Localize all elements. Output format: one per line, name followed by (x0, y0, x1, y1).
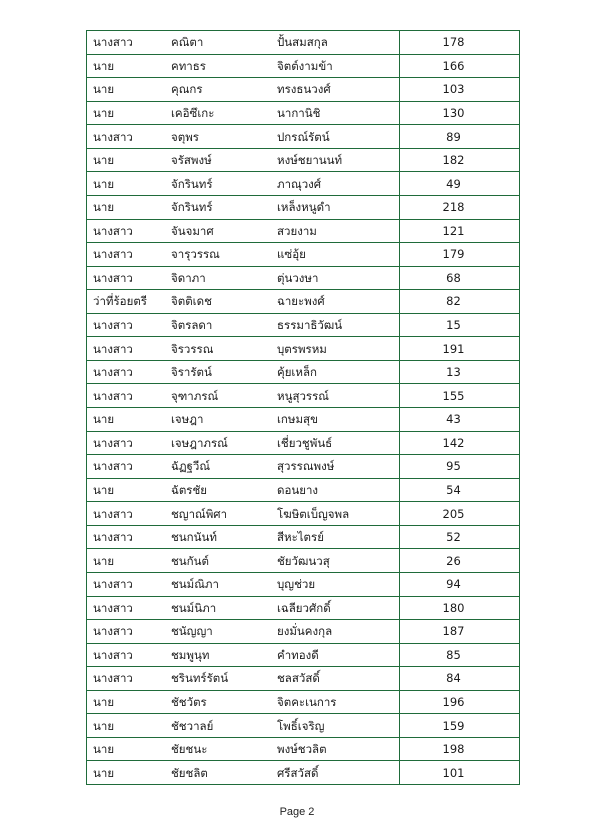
prefix-cell: นางสาว (87, 125, 164, 149)
table-row (87, 690, 520, 714)
last-name-cell: คำทองดี (269, 643, 400, 667)
table-row (87, 78, 520, 102)
number-cell: 82 (400, 290, 520, 314)
first-name-cell: จักรินทร์ (171, 200, 213, 215)
last-name-cell: นากานิชิ (269, 101, 400, 125)
first-name-cell: จิตรลดา (171, 318, 213, 333)
first-name-cell: ชนัญญา (171, 624, 213, 639)
first-name-cell: จุฑาภรณ์ (171, 388, 219, 403)
last-name-cell: โฆษิตเบ็ญจพล (269, 502, 400, 526)
number-cell: 52 (400, 525, 520, 549)
first-name-cell: คทาธร (171, 58, 206, 73)
last-name-cell: ศรีสวัสดิ์ (269, 761, 400, 785)
prefix-cell: นางสาว (87, 431, 164, 455)
table-row (87, 596, 520, 620)
last-name-cell: ปั้นสมสกุล (269, 31, 400, 55)
last-name-cell: เหล็งหนูดำ (269, 195, 400, 219)
table-row (87, 408, 520, 432)
first-name-cell: จิดาภา (171, 270, 206, 285)
number-cell: 198 (400, 737, 520, 761)
table-row (87, 431, 520, 455)
first-name-cell: คุณกร (171, 82, 203, 97)
number-cell: 43 (400, 408, 520, 432)
first-name-cell: จรัสพงษ์ (171, 153, 212, 168)
prefix-cell: นางสาว (87, 337, 164, 361)
number-cell: 26 (400, 549, 520, 573)
last-name-cell: ภาณุวงศ์ (269, 172, 400, 196)
last-name-cell: ยงมั่นคงกุล (269, 620, 400, 644)
last-name-cell: ทรงธนวงศ์ (269, 78, 400, 102)
prefix-cell: นางสาว (87, 243, 164, 267)
prefix-cell: นาย (87, 714, 164, 738)
table-row (87, 737, 520, 761)
prefix-cell: นางสาว (87, 360, 164, 384)
prefix-cell: นางสาว (87, 384, 164, 408)
first-name-cell: จักรินทร์ (171, 176, 213, 191)
first-name-cell: จตุพร (171, 129, 199, 144)
table-row (87, 101, 520, 125)
prefix-cell: ว่าที่ร้อยตรี (87, 290, 164, 314)
first-name-cell: ฉัตรชัย (171, 482, 208, 497)
last-name-cell: ชัยวัฒนวสุ (269, 549, 400, 573)
first-name-cell: จารุวรรณ (171, 247, 220, 262)
last-name-cell: พงษ์ชวลิต (269, 737, 400, 761)
first-name-cell: เจษฎา (171, 412, 204, 427)
table-row (87, 148, 520, 172)
last-name-cell: สวยงาม (269, 219, 400, 243)
prefix-cell: นางสาว (87, 219, 164, 243)
first-name-cell: ชญาณ์พิศา (171, 506, 228, 521)
last-name-cell: เฉลียวศักดิ์ (269, 596, 400, 620)
name-list-table (86, 30, 520, 785)
first-name-cell: จิรวรรณ (171, 341, 214, 356)
number-cell: 49 (400, 172, 520, 196)
first-name-cell: ชนกนันท์ (171, 530, 217, 545)
number-cell: 179 (400, 243, 520, 267)
table-row (87, 243, 520, 267)
first-name-cell: ชรินทร์รัตน์ (171, 671, 229, 686)
table-row (87, 455, 520, 479)
last-name-cell: เกษมสุข (269, 408, 400, 432)
last-name-cell: ดอนยาง (269, 478, 400, 502)
prefix-cell: นาย (87, 101, 164, 125)
first-name-cell: ชนม์ณิภา (171, 577, 219, 592)
table-row (87, 219, 520, 243)
table-row (87, 761, 520, 785)
prefix-cell: นาย (87, 761, 164, 785)
first-name-cell: คณิตา (171, 35, 204, 50)
last-name-cell: ชลสวัสดิ์ (269, 667, 400, 691)
first-name-cell: จิรารัตน์ (171, 365, 212, 380)
prefix-cell: นาย (87, 172, 164, 196)
last-name-cell: จิตต์งามข้า (269, 54, 400, 78)
first-name-cell: ชัยชลิต (171, 765, 208, 780)
prefix-cell: นางสาว (87, 667, 164, 691)
first-name-cell: ชัชวาลย์ (171, 718, 214, 733)
table-row (87, 549, 520, 573)
prefix-cell: นางสาว (87, 502, 164, 526)
last-name-cell: บุตรพรหม (269, 337, 400, 361)
number-cell: 54 (400, 478, 520, 502)
prefix-cell: นางสาว (87, 266, 164, 290)
prefix-cell: นางสาว (87, 31, 164, 55)
last-name-cell: เชี่ยวชูพันธ์ (269, 431, 400, 455)
prefix-cell: นางสาว (87, 525, 164, 549)
table-row (87, 714, 520, 738)
number-cell: 68 (400, 266, 520, 290)
table-row (87, 572, 520, 596)
number-cell: 218 (400, 195, 520, 219)
table-row (87, 360, 520, 384)
table-row (87, 125, 520, 149)
number-cell: 205 (400, 502, 520, 526)
number-cell: 95 (400, 455, 520, 479)
last-name-cell: บุญช่วย (269, 572, 400, 596)
page-number: Page 2 (279, 806, 315, 818)
first-name-cell: จันจมาศ (171, 223, 214, 238)
first-name-cell: จิตติเดช (171, 294, 212, 309)
first-name-cell: ฉัฏฐวีณ์ (171, 459, 211, 474)
prefix-cell: นางสาว (87, 596, 164, 620)
prefix-cell: นาย (87, 737, 164, 761)
number-cell: 94 (400, 572, 520, 596)
table-row (87, 502, 520, 526)
last-name-cell: แซ่อุ้ย (269, 243, 400, 267)
number-cell: 178 (400, 31, 520, 55)
prefix-cell: นางสาว (87, 313, 164, 337)
table-row (87, 172, 520, 196)
number-cell: 130 (400, 101, 520, 125)
first-name-cell: ชัยชนะ (171, 742, 208, 757)
table-row (87, 337, 520, 361)
table-row (87, 643, 520, 667)
number-cell: 196 (400, 690, 520, 714)
last-name-cell: หนูสุวรรณ์ (269, 384, 400, 408)
table-row (87, 195, 520, 219)
number-cell: 155 (400, 384, 520, 408)
number-cell: 187 (400, 620, 520, 644)
first-name-cell: เคอิซึเกะ (171, 105, 215, 120)
number-cell: 84 (400, 667, 520, 691)
prefix-cell: นาย (87, 195, 164, 219)
last-name-cell: คุ้ยเหล็ก (269, 360, 400, 384)
table-row (87, 525, 520, 549)
number-cell: 89 (400, 125, 520, 149)
first-name-cell: ชมพูนุท (171, 647, 210, 662)
table-row (87, 667, 520, 691)
prefix-cell: นาย (87, 54, 164, 78)
table-row (87, 290, 520, 314)
table-row (87, 266, 520, 290)
table-row (87, 620, 520, 644)
last-name-cell: สีหะไตรย์ (269, 525, 400, 549)
last-name-cell: จิตคะเนการ (269, 690, 400, 714)
prefix-cell: นางสาว (87, 620, 164, 644)
last-name-cell: ธรรมาธิวัฒน์ (269, 313, 400, 337)
prefix-cell: นาย (87, 408, 164, 432)
number-cell: 103 (400, 78, 520, 102)
number-cell: 85 (400, 643, 520, 667)
last-name-cell: โพธิ์เจริญ (269, 714, 400, 738)
table-row (87, 313, 520, 337)
first-name-cell: ชนม์นิภา (171, 600, 217, 615)
last-name-cell: หงษ์ชยานนท์ (269, 148, 400, 172)
number-cell: 142 (400, 431, 520, 455)
prefix-cell: นาย (87, 549, 164, 573)
last-name-cell: ปกรณ์รัตน์ (269, 125, 400, 149)
name-list-body (87, 31, 520, 785)
prefix-cell: นางสาว (87, 643, 164, 667)
number-cell: 180 (400, 596, 520, 620)
prefix-cell: นาย (87, 690, 164, 714)
first-name-cell: ชนกันต์ (171, 553, 209, 568)
prefix-cell: นาย (87, 78, 164, 102)
last-name-cell: สุวรรณพงษ์ (269, 455, 400, 479)
number-cell: 191 (400, 337, 520, 361)
first-name-cell: เจษฎาภรณ์ (171, 435, 228, 450)
table-row (87, 478, 520, 502)
first-name-cell: ชัชวัตร (171, 695, 207, 710)
prefix-cell: นาย (87, 148, 164, 172)
number-cell: 15 (400, 313, 520, 337)
table-row (87, 31, 520, 55)
prefix-cell: นางสาว (87, 455, 164, 479)
table-row (87, 54, 520, 78)
number-cell: 121 (400, 219, 520, 243)
last-name-cell: ตุ่นวงษา (269, 266, 400, 290)
last-name-cell: ฉายะพงศ์ (269, 290, 400, 314)
number-cell: 101 (400, 761, 520, 785)
prefix-cell: นาย (87, 478, 164, 502)
number-cell: 13 (400, 360, 520, 384)
number-cell: 159 (400, 714, 520, 738)
table-row (87, 384, 520, 408)
number-cell: 166 (400, 54, 520, 78)
number-cell: 182 (400, 148, 520, 172)
prefix-cell: นางสาว (87, 572, 164, 596)
